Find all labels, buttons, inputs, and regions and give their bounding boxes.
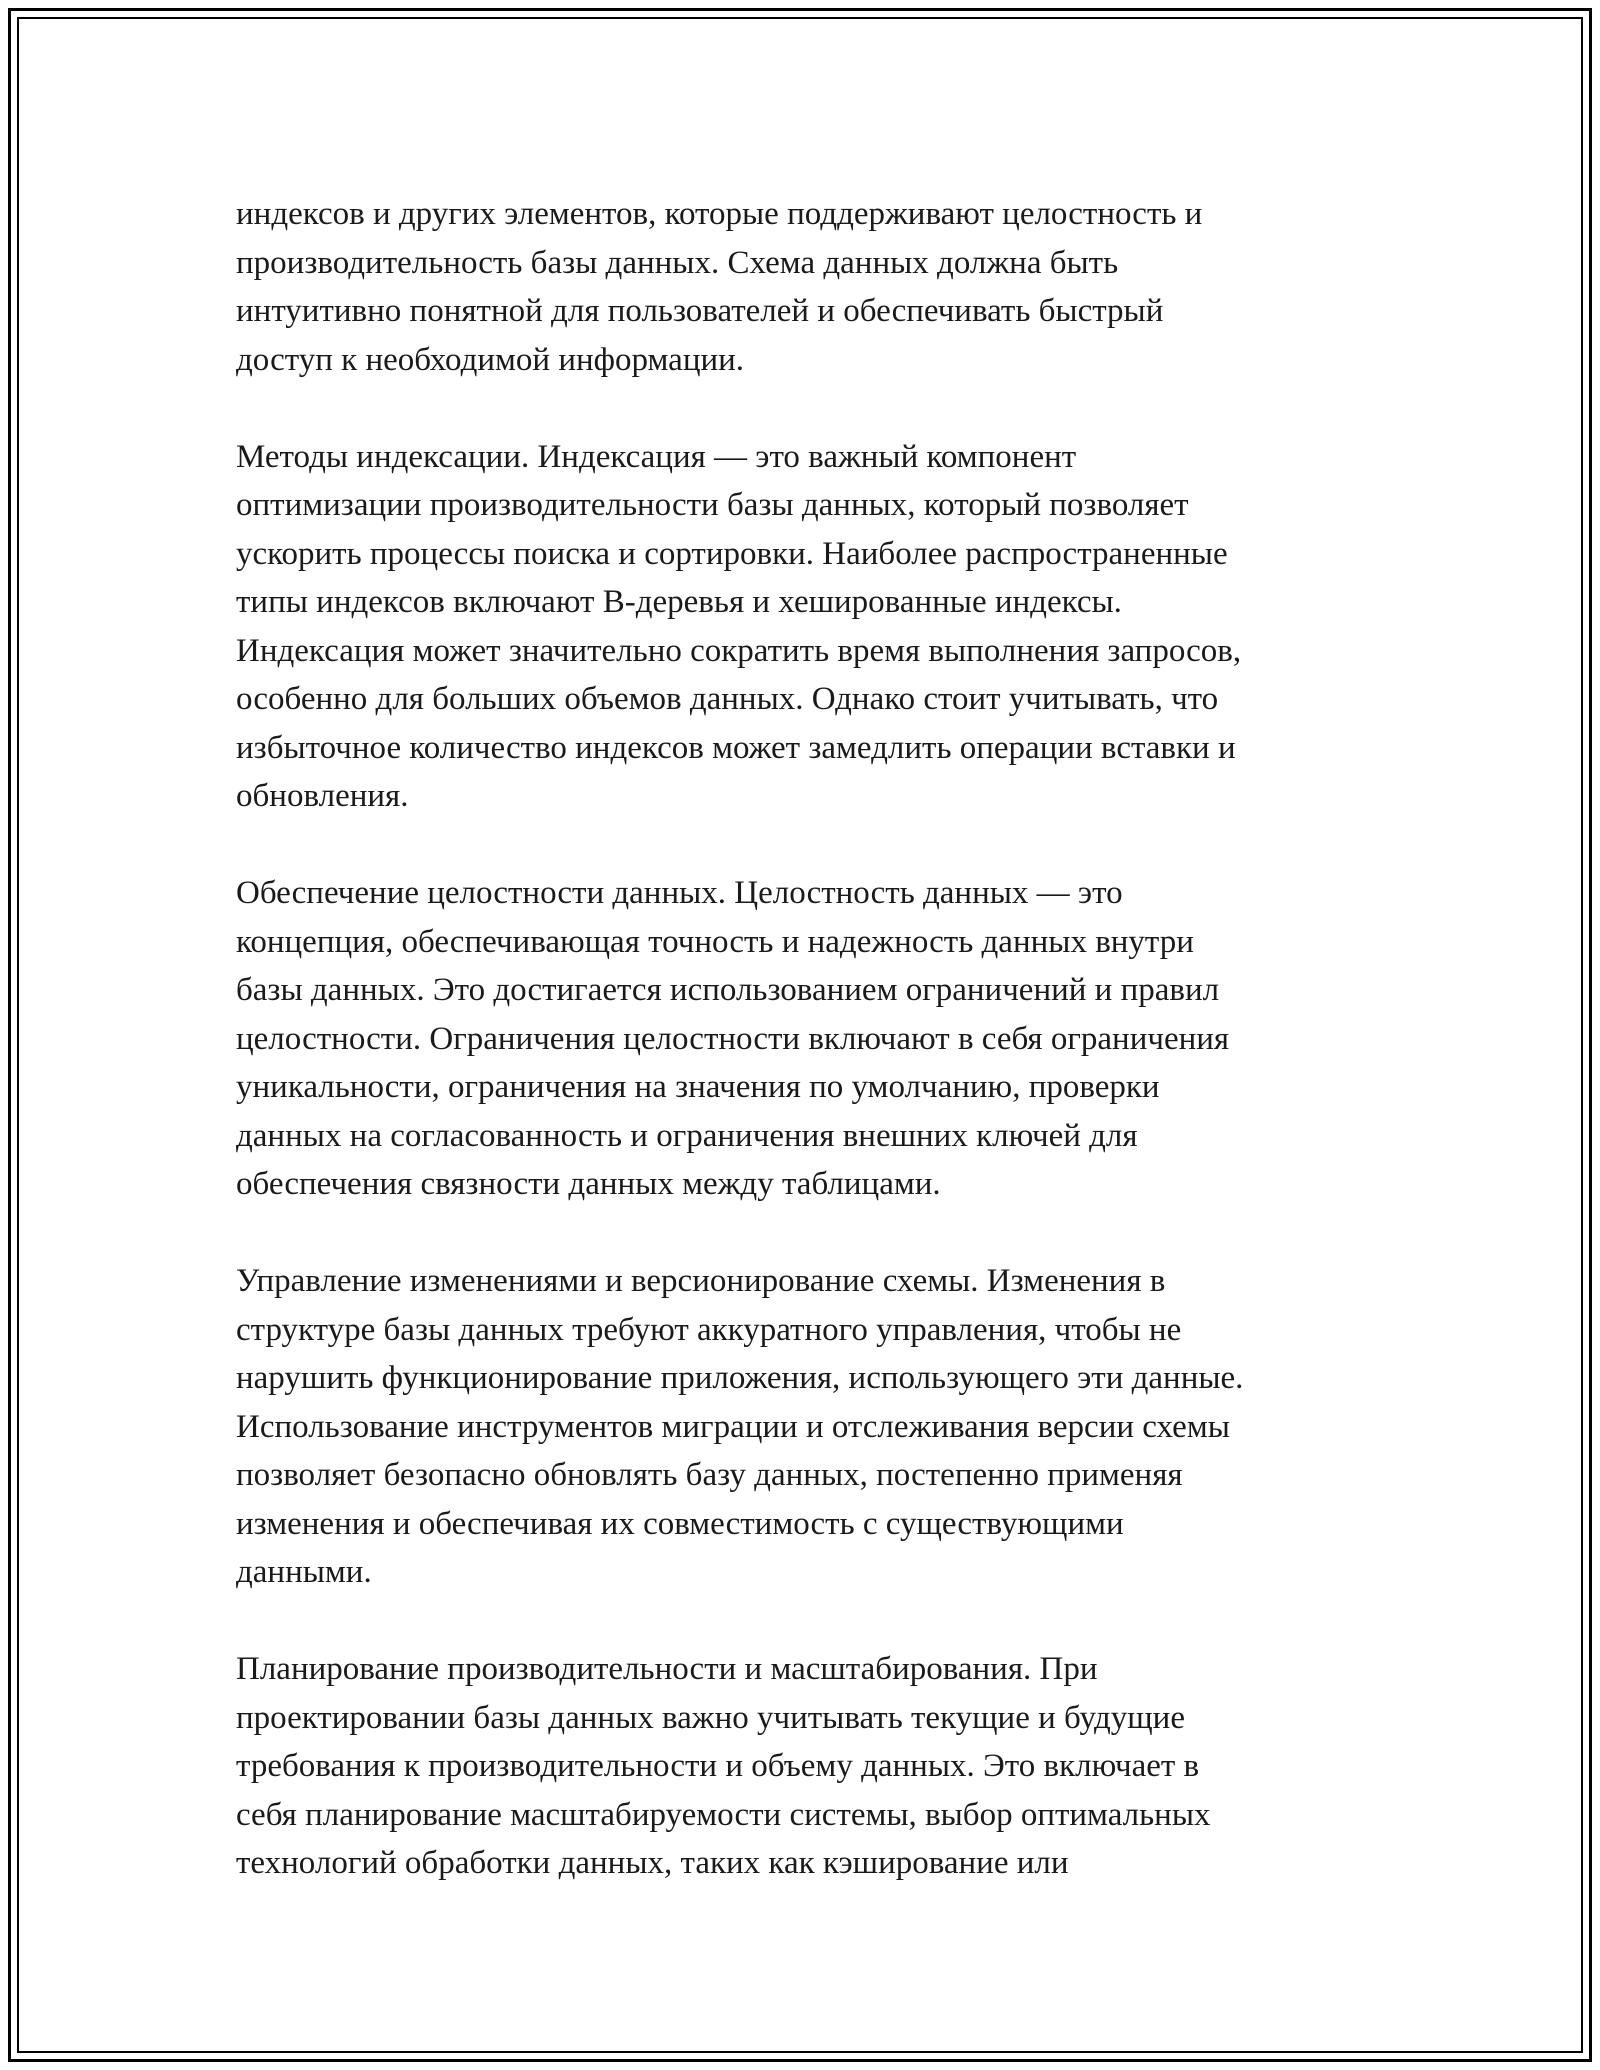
document-body: [236, 190, 1366, 1936]
paragraph-performance-planning: Планирование производительности и масштабирования. При проектировании базы данных важно учитывать текущие и будущие требования к производительности и объему данных. Это включает в себя планирование масштабируемости системы, выбор оптимальных технологий обработки данных, таких как кэширование или: [236, 1651, 1211, 1881]
paragraph-schema-versioning: Управление изменениями и версионирование схемы. Изменения в структуре базы данных требуют аккуратного управления, чтобы не нарушить функционирование приложения, использующего эти данные. Использование инструментов миграции и отслеживания версии схемы позволяет безопасно обновлять базу данных, постепенно применяя изменения и обеспечивая их совместимость с существующими данными.: [236, 1263, 1244, 1590]
paragraph-schema-continuation: индексов и других элементов, которые поддерживают целостность и производительность базы данных. Схема данных должна быть интуитивно понятной для пользователей и обеспечивать быстрый доступ к необходимой информации.: [236, 196, 1203, 378]
paragraph-indexing-methods: Методы индексации. Индексация — это важный компонент оптимизации производительности базы данных, который позволяет ускорить процессы поиска и сортировки. Наиболее распространенные типы индексов включают B-деревья и хешированные индексы. Индексация может значительно сократить время выполнения запросов, особенно для больших объемов данных. Однако стоит учитывать, что избыточное количество индексов может замедлить операции вставки и обновления.: [236, 438, 1242, 814]
paragraph-data-integrity: Обеспечение целостности данных. Целостность данных — это концепция, обеспечивающая точность и надежность данных внутри базы данных. Это достигается использованием ограничений и правил целостности. Ограничения целостности включают в себя ограничения уникальности, ограничения на значения по умолчанию, проверки данных на согласованность и ограничения внешних ключей для обеспечения связности данных между таблицами.: [236, 875, 1230, 1202]
